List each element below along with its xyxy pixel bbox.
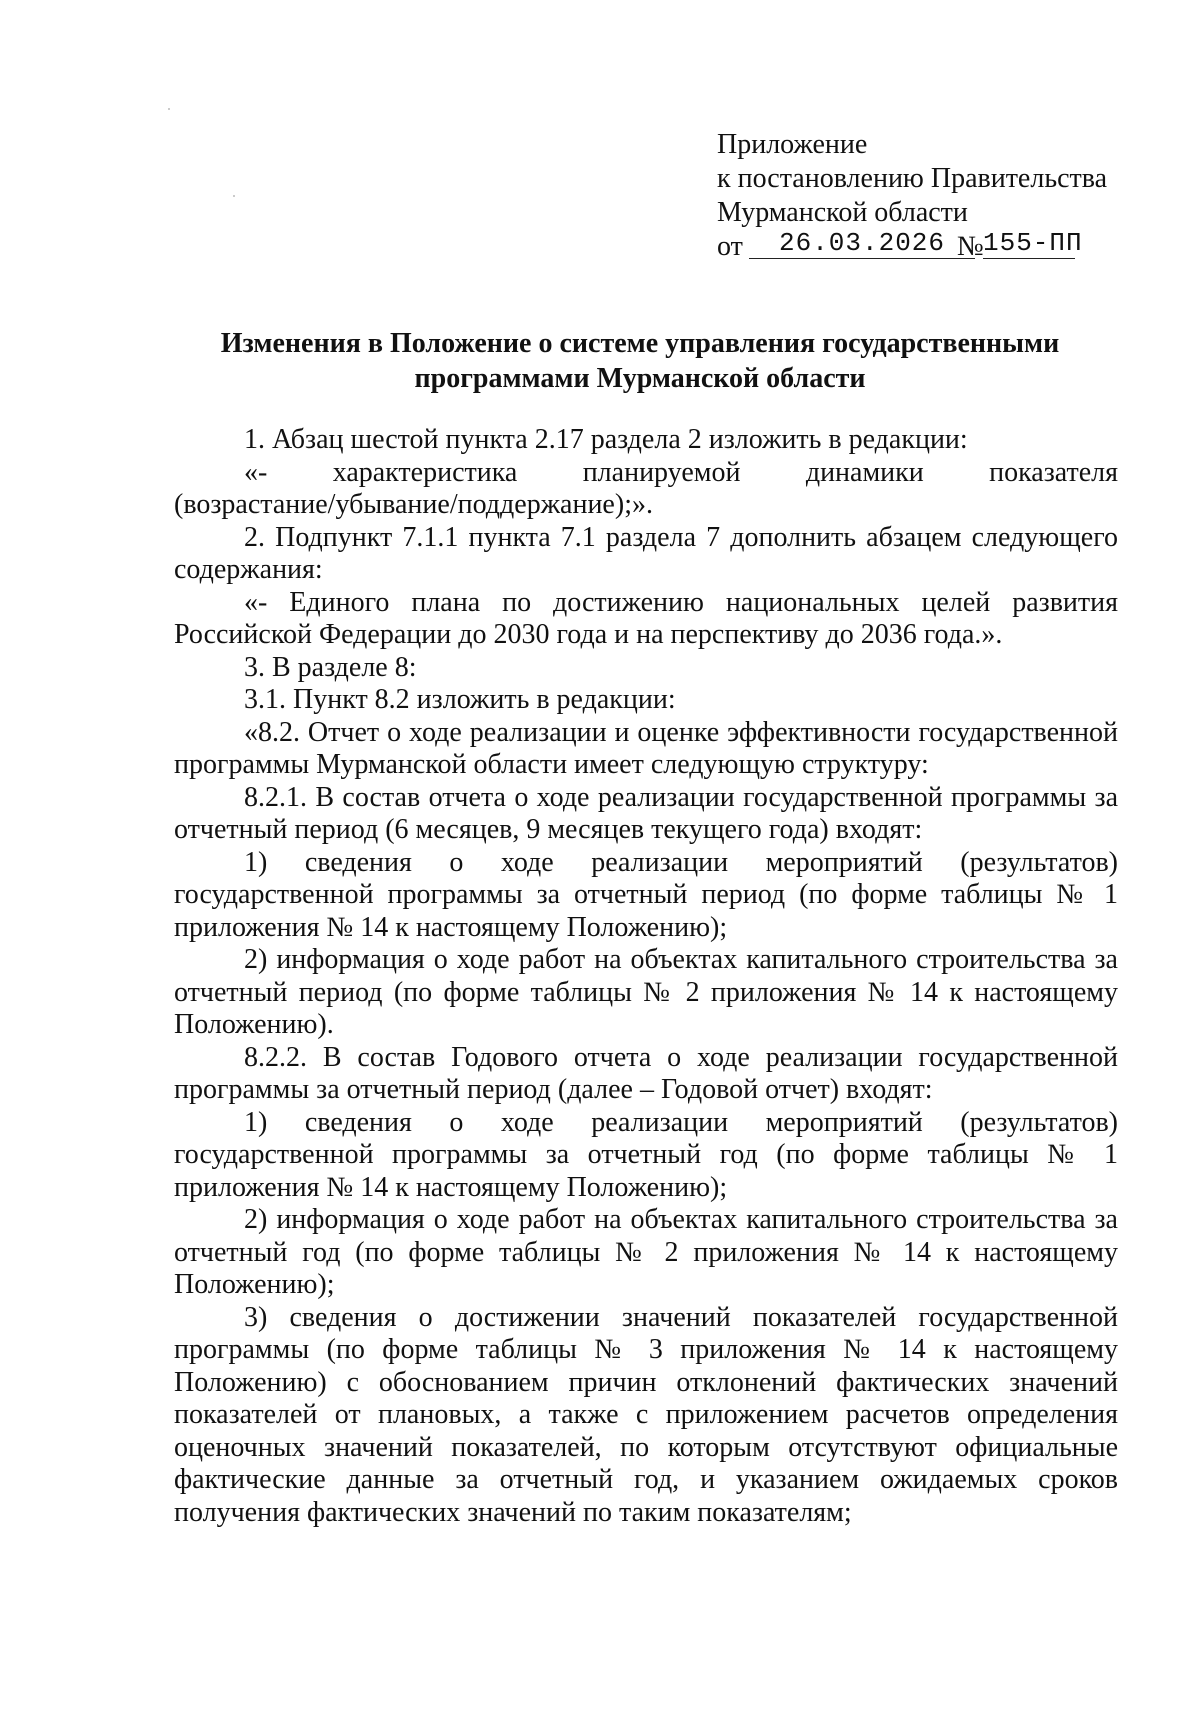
- number-prefix: №: [957, 231, 984, 262]
- paragraph-4: «- Единого плана по достижению национальных целей развития Российской Федерации до 2030 года и на перспективу до 2036 года.».: [174, 586, 1118, 650]
- paragraph-14: 3) сведения о достижении значений показателей государственной программы (по форме таблицы № 3 приложения № 14 к настоящему Положению) с обоснованием причин отклонений фактических значений показателей от плановых, а также с приложением расчетов определения оценочных значений показателей, по которым отсутствуют официальные фактические данные за отчетный год, и указанием ожидаемых сроков получения фактических значений по таким показателям;: [174, 1301, 1118, 1528]
- paragraph-13: 2) информация о ходе работ на объектах капитального строительства за отчетный год (по форме таблицы № 2 приложения № 14 к настоящему Положению);: [174, 1204, 1118, 1300]
- document-title: [160, 326, 1120, 396]
- resolution-date-number: [717, 230, 1107, 266]
- document-body: [174, 424, 1118, 1529]
- paragraph-9: 1) сведения о ходе реализации мероприятий (результатов) государственной программы за отчетный период (по форме таблицы № 1 приложения № 14 к настоящему Положению);: [174, 846, 1118, 943]
- appendix-to-resolution: к постановлению Правительства: [717, 163, 1108, 194]
- scan-speck: [168, 108, 170, 110]
- scan-speck: [233, 195, 235, 197]
- paragraph-7: «8.2. Отчет о ходе реализации и оценке эффективности государственной программы Мурманской области имеет следующую структуру:: [174, 716, 1118, 780]
- paragraph-3: 2. Подпункт 7.1.1 пункта 7.1 раздела 7 дополнить абзацем следующего содержания:: [174, 521, 1118, 585]
- paragraph-12: 1) сведения о ходе реализации мероприятий (результатов) государственной программы за отчетный год (по форме таблицы № 1 приложения № 14 к настоящему Положению);: [174, 1106, 1118, 1203]
- paragraph-8: 8.2.1. В состав отчета о ходе реализации государственной программы за отчетный период (6 месяцев, 9 месяцев текущего года) входят:: [174, 781, 1118, 845]
- title-line-2: программами Мурманской области: [414, 363, 866, 394]
- paragraph-10: 2) информация о ходе работ на объектах капитального строительства за отчетный период (по форме таблицы № 2 приложения № 14 к настоящему Положению).: [174, 944, 1118, 1040]
- appendix-header: [717, 128, 1107, 266]
- paragraph-1: 1. Абзац шестой пункта 2.17 раздела 2 изложить в редакции:: [244, 424, 968, 455]
- resolution-number: 155-ПП: [983, 228, 1083, 258]
- paragraph-6: 3.1. Пункт 8.2 изложить в редакции:: [244, 684, 676, 715]
- paragraph-11: 8.2.2. В состав Годового отчета о ходе реализации государственной программы за отчетный период (далее – Годовой отчет) входят:: [174, 1041, 1118, 1105]
- appendix-label: Приложение: [717, 129, 868, 160]
- paragraph-5: 3. В разделе 8:: [244, 651, 417, 683]
- resolution-date: 26.03.2026: [778, 228, 946, 258]
- title-line-1: Изменения в Положение о системе управления государственными: [220, 328, 1060, 359]
- appendix-region: Мурманской области: [717, 197, 968, 228]
- paragraph-2: «- характеристика планируемой динамики показателя: [244, 456, 1118, 488]
- paragraph-2-continuation: (возрастание/убывание/поддержание);».: [174, 489, 653, 520]
- date-prefix: от: [717, 231, 743, 262]
